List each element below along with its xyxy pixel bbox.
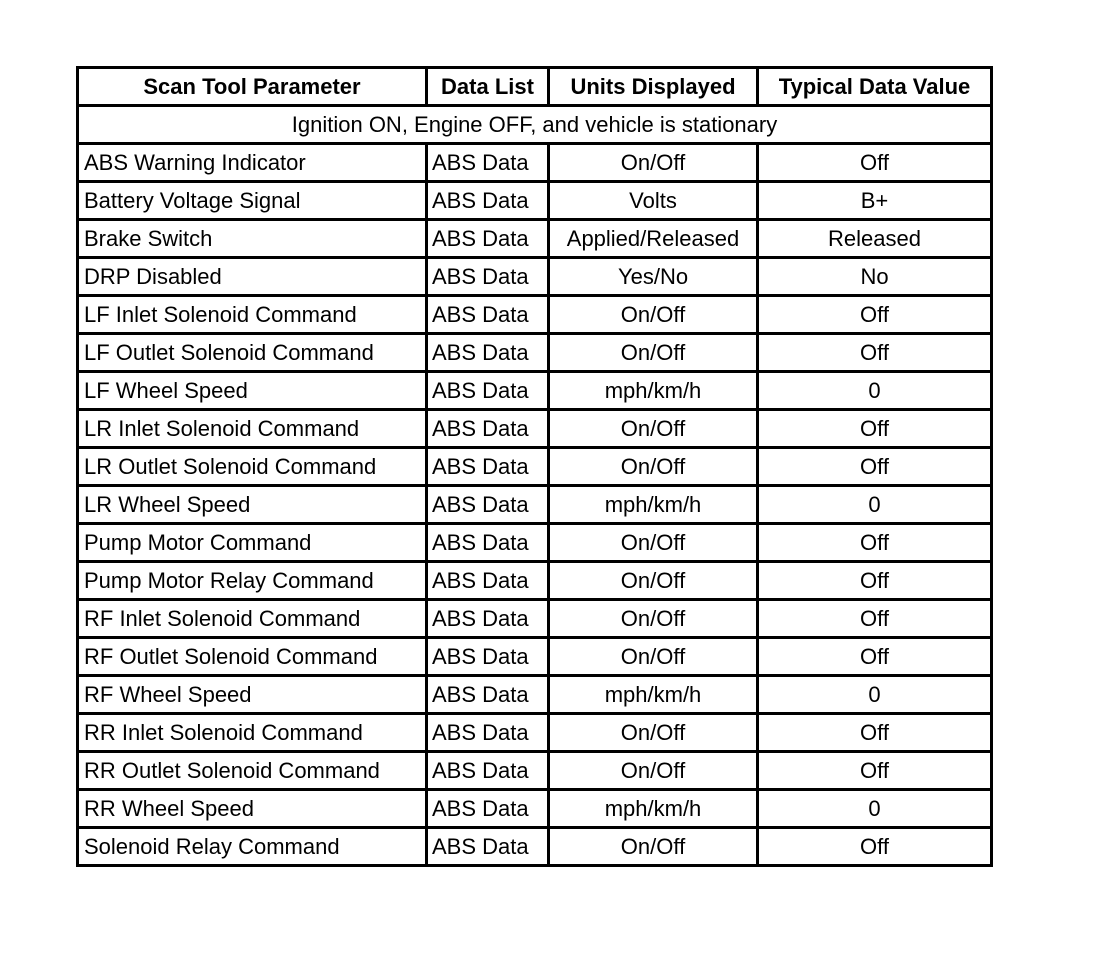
typical-value-cell: 0: [758, 790, 992, 828]
typical-value-cell: Off: [758, 144, 992, 182]
units-cell: mph/km/h: [549, 676, 758, 714]
typical-value-cell: 0: [758, 486, 992, 524]
data-list-cell: ABS Data: [427, 144, 549, 182]
data-list-cell: ABS Data: [427, 676, 549, 714]
typical-value-cell: Off: [758, 296, 992, 334]
units-cell: On/Off: [549, 524, 758, 562]
table-row: [78, 258, 992, 296]
typical-value-cell: 0: [758, 372, 992, 410]
parameter-cell: ABS Warning Indicator: [78, 144, 427, 182]
parameter-cell: LF Inlet Solenoid Command: [78, 296, 427, 334]
section-label: Ignition ON, Engine OFF, and vehicle is stationary: [78, 106, 992, 144]
header-data-list: Data List: [427, 68, 549, 106]
typical-value-cell: Off: [758, 448, 992, 486]
parameter-cell: RR Inlet Solenoid Command: [78, 714, 427, 752]
units-cell: On/Off: [549, 410, 758, 448]
data-list-cell: ABS Data: [427, 372, 549, 410]
typical-value-cell: B+: [758, 182, 992, 220]
typical-value-cell: Off: [758, 752, 992, 790]
typical-value-cell: Released: [758, 220, 992, 258]
parameter-cell: LR Inlet Solenoid Command: [78, 410, 427, 448]
table-row: [78, 220, 992, 258]
section-row: [78, 106, 992, 144]
data-list-cell: ABS Data: [427, 486, 549, 524]
typical-value-cell: Off: [758, 334, 992, 372]
parameter-cell: Pump Motor Relay Command: [78, 562, 427, 600]
table-row: [78, 828, 992, 866]
units-cell: On/Off: [549, 334, 758, 372]
table-row: [78, 600, 992, 638]
data-list-cell: ABS Data: [427, 790, 549, 828]
parameter-cell: RR Wheel Speed: [78, 790, 427, 828]
data-list-cell: ABS Data: [427, 524, 549, 562]
units-cell: mph/km/h: [549, 372, 758, 410]
typical-value-cell: Off: [758, 714, 992, 752]
parameter-cell: DRP Disabled: [78, 258, 427, 296]
table-row: [78, 372, 992, 410]
header-row: [78, 68, 992, 106]
units-cell: On/Off: [549, 562, 758, 600]
data-list-cell: ABS Data: [427, 258, 549, 296]
data-list-cell: ABS Data: [427, 448, 549, 486]
parameter-cell: LR Wheel Speed: [78, 486, 427, 524]
table-row: [78, 714, 992, 752]
scan-tool-data-table-container: [76, 66, 993, 867]
units-cell: On/Off: [549, 828, 758, 866]
data-list-cell: ABS Data: [427, 334, 549, 372]
parameter-cell: Battery Voltage Signal: [78, 182, 427, 220]
table-row: [78, 296, 992, 334]
typical-value-cell: Off: [758, 562, 992, 600]
typical-value-cell: Off: [758, 600, 992, 638]
parameter-cell: RF Wheel Speed: [78, 676, 427, 714]
units-cell: mph/km/h: [549, 486, 758, 524]
parameter-cell: RF Inlet Solenoid Command: [78, 600, 427, 638]
data-list-cell: ABS Data: [427, 752, 549, 790]
table-row: [78, 562, 992, 600]
parameter-cell: LF Wheel Speed: [78, 372, 427, 410]
data-list-cell: ABS Data: [427, 828, 549, 866]
parameter-cell: Pump Motor Command: [78, 524, 427, 562]
units-cell: On/Off: [549, 144, 758, 182]
units-cell: On/Off: [549, 600, 758, 638]
table-row: [78, 752, 992, 790]
scan-tool-data-table: [76, 66, 993, 867]
units-cell: On/Off: [549, 638, 758, 676]
data-list-cell: ABS Data: [427, 600, 549, 638]
table-row: [78, 638, 992, 676]
table-row: [78, 144, 992, 182]
units-cell: On/Off: [549, 752, 758, 790]
parameter-cell: LF Outlet Solenoid Command: [78, 334, 427, 372]
units-cell: Applied/Released: [549, 220, 758, 258]
data-list-cell: ABS Data: [427, 182, 549, 220]
table-row: [78, 448, 992, 486]
data-list-cell: ABS Data: [427, 638, 549, 676]
data-list-cell: ABS Data: [427, 296, 549, 334]
table-row: [78, 524, 992, 562]
table-row: [78, 334, 992, 372]
parameter-cell: Solenoid Relay Command: [78, 828, 427, 866]
parameter-cell: RR Outlet Solenoid Command: [78, 752, 427, 790]
units-cell: On/Off: [549, 296, 758, 334]
data-list-cell: ABS Data: [427, 220, 549, 258]
typical-value-cell: Off: [758, 410, 992, 448]
parameter-cell: LR Outlet Solenoid Command: [78, 448, 427, 486]
typical-value-cell: Off: [758, 524, 992, 562]
header-typical-data-value: Typical Data Value: [758, 68, 992, 106]
table-row: [78, 410, 992, 448]
units-cell: mph/km/h: [549, 790, 758, 828]
table-row: [78, 182, 992, 220]
typical-value-cell: Off: [758, 828, 992, 866]
units-cell: Yes/No: [549, 258, 758, 296]
parameter-cell: RF Outlet Solenoid Command: [78, 638, 427, 676]
table-row: [78, 790, 992, 828]
table-row: [78, 676, 992, 714]
typical-value-cell: No: [758, 258, 992, 296]
typical-value-cell: Off: [758, 638, 992, 676]
header-units-displayed: Units Displayed: [549, 68, 758, 106]
typical-value-cell: 0: [758, 676, 992, 714]
header-scan-tool-parameter: Scan Tool Parameter: [78, 68, 427, 106]
table-row: [78, 486, 992, 524]
units-cell: On/Off: [549, 448, 758, 486]
data-list-cell: ABS Data: [427, 410, 549, 448]
data-list-cell: ABS Data: [427, 562, 549, 600]
data-list-cell: ABS Data: [427, 714, 549, 752]
units-cell: Volts: [549, 182, 758, 220]
units-cell: On/Off: [549, 714, 758, 752]
parameter-cell: Brake Switch: [78, 220, 427, 258]
